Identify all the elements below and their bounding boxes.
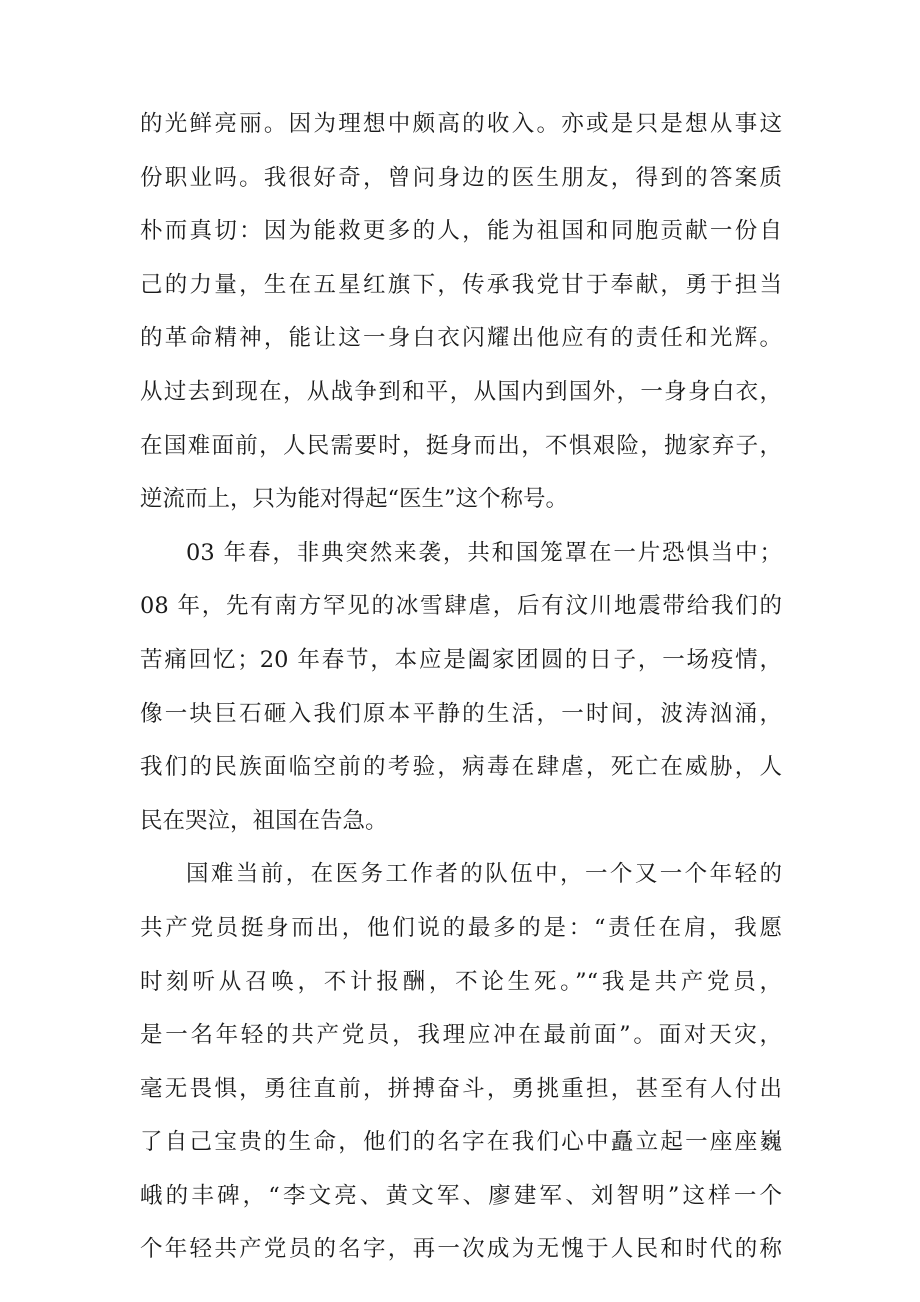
document-body: [140, 98, 782, 1277]
paragraph-line: 己的力量，生在五星红旗下，传承我党甘于奉献，勇于担当: [140, 271, 782, 298]
paragraph-line: 逆流而上，只为能对得起“医生”这个称号。: [140, 486, 569, 513]
paragraph-line: 我们的民族面临空前的考验，病毒在肆虐，死亡在威胁，人: [140, 754, 782, 781]
paragraph-first-line: 03 年春，非典突然来袭，共和国笼罩在一片恐惧当中；: [186, 539, 782, 566]
paragraph-line: 的光鲜亮丽。因为理想中颇高的收入。亦或是只是想从事这: [140, 111, 782, 137]
paragraph-line: 朴而真切：因为能救更多的人，能为祖国和同胞贡献一份自: [140, 218, 782, 245]
paragraph-line: 个年轻共产党员的名字，再一次成为无愧于人民和时代的称: [140, 1236, 782, 1263]
paragraph-line: 在国难面前，人民需要时，挺身而出，不惧艰险，抛家弃子，: [140, 432, 782, 459]
paragraph-line: 时刻听从召唤，不计报酬，不论生死。”“我是共产党员，: [140, 968, 782, 995]
paragraph-line: 像一块巨石砸入我们原本平静的生活，一时间，波涛汹涌，: [140, 700, 782, 727]
paragraph-first-line: 国难当前，在医务工作者的队伍中，一个又一个年轻的: [186, 861, 782, 888]
paragraph-line: 的革命精神，能让这一身白衣闪耀出他应有的责任和光辉。: [140, 325, 782, 352]
paragraph-line: 从过去到现在，从战争到和平，从国内到国外，一身身白衣，: [140, 378, 782, 405]
paragraph-line: 苦痛回忆；20 年春节，本应是阖家团圆的日子，一场疫情，: [140, 646, 782, 673]
paragraph-line: 民在哭泣，祖国在告急。: [140, 807, 388, 834]
paragraph-line: 了自己宝贵的生命，他们的名字在我们心中矗立起一座座巍: [140, 1129, 782, 1156]
paragraph-line: 共产党员挺身而出，他们说的最多的是：“责任在肩，我愿: [140, 914, 782, 941]
paragraph-line: 峨的丰碑，“李文亮、黄文军、廖建军、刘智明”这样一个: [140, 1182, 782, 1209]
paragraph-line: 是一名年轻的共产党员，我理应冲在最前面”。面对天灾，: [140, 1022, 782, 1049]
paragraph-line: 份职业吗。我很好奇，曾问身边的医生朋友，得到的答案质: [140, 164, 782, 191]
paragraph-line: 毫无畏惧，勇往直前，拼搏奋斗，勇挑重担，甚至有人付出: [140, 1075, 782, 1102]
paragraph-line: 08 年，先有南方罕见的冰雪肆虐，后有汶川地震带给我们的: [140, 593, 782, 620]
